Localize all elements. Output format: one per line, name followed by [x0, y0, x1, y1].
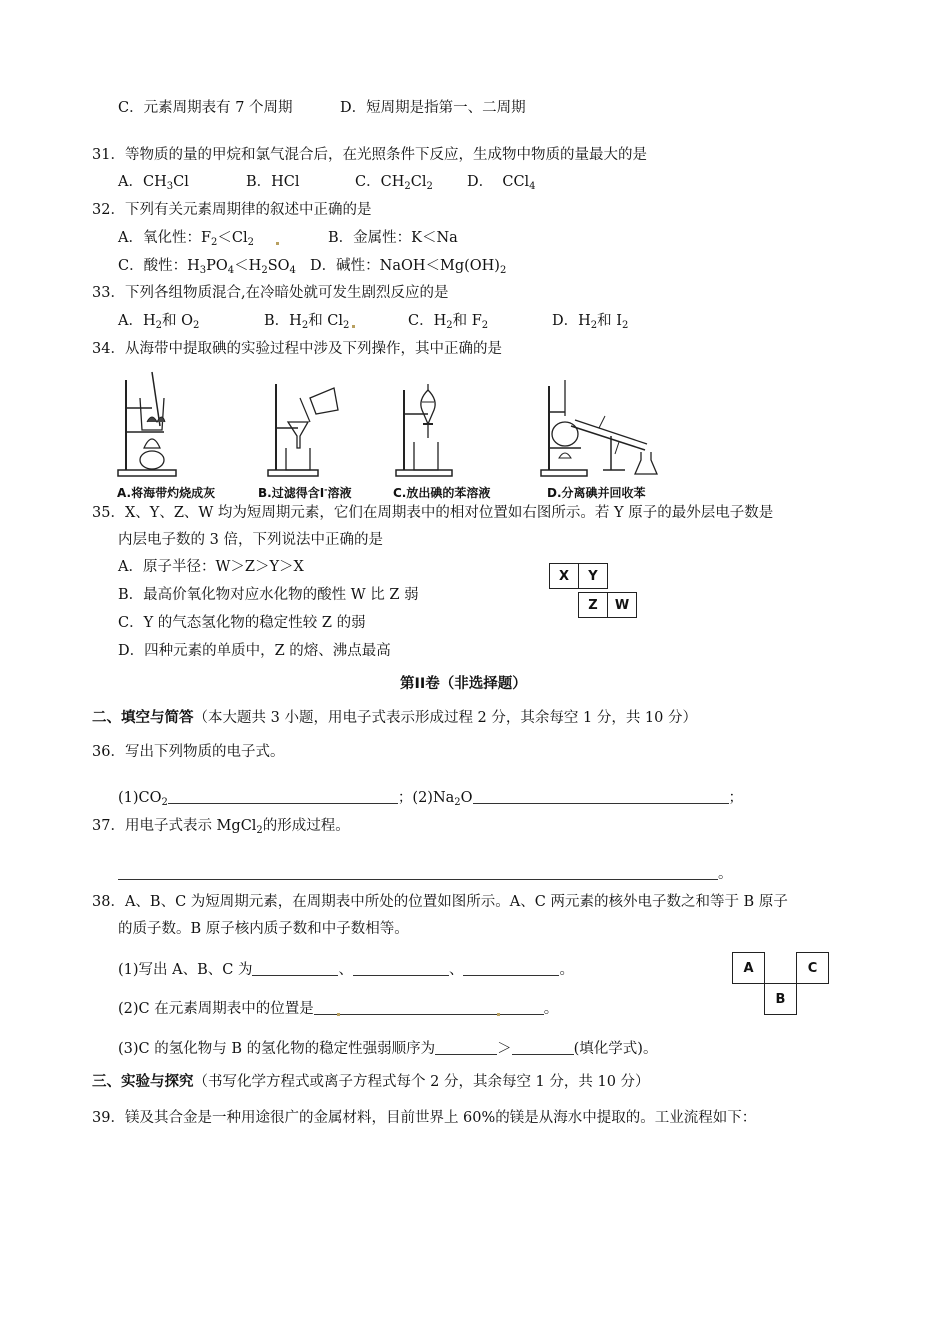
cell-x: X [549, 563, 579, 589]
apparatus-a-caption: A.将海带灼烧成灰 [117, 486, 216, 500]
stray-dot [337, 1013, 340, 1016]
cell-b: B [764, 983, 797, 1015]
cell-y: Y [578, 563, 608, 589]
q30-option-c: C．元素周期表有 7 个周期 [118, 100, 293, 116]
q32-option-c: C．酸性：$H_3PO_4<H_2SO_4$ [118, 258, 296, 276]
q38-blank-b[interactable] [353, 961, 449, 976]
stray-dot [352, 325, 355, 328]
q35-option-a: A．原子半径：W＞Z＞Y＞X [118, 559, 304, 575]
q35-option-d: D．四种元素的单质中，Z 的熔、沸点最高 [118, 643, 391, 659]
q38-blank-c[interactable] [463, 961, 559, 976]
q32-stem: 32．下列有关元素周期律的叙述中正确的是 [92, 202, 372, 218]
q36-stem: 36．写出下列物质的电子式。 [92, 744, 285, 760]
cell-z: Z [578, 592, 608, 618]
q31-option-b: B．HCl [246, 174, 300, 190]
cell-a: A [732, 952, 765, 984]
apparatus-c-diagram [392, 380, 462, 483]
apparatus-d-caption: D.分离碘并回收苯 [547, 486, 646, 500]
q38-stem-line1: 38．A、B、C 为短周期元素，在周期表中所处的位置如图所示。A、C 两元素的核外电子数之和等于 B 原子 [92, 894, 788, 910]
q35-option-c: C．Y 的气态氢化物的稳定性较 Z 的弱 [118, 615, 366, 631]
q36-parts: $(1)CO_2$ ；$(2)Na_2O$ ； [118, 790, 744, 808]
cell-c: C [796, 952, 829, 984]
q30-option-d: D．短周期是指第一、二周期 [340, 100, 526, 116]
q36-blank-1[interactable] [168, 789, 398, 804]
section3-label: 三、实验与探究 [92, 1074, 194, 1090]
q38-periodic-grid [732, 952, 828, 1016]
cell-w: W [607, 592, 637, 618]
stray-dot [497, 1013, 500, 1016]
q35-periodic-grid [549, 563, 639, 619]
q32-option-d: D．碱性：$NaOH<Mg(OH)_2$ [310, 258, 507, 276]
q32-option-a: A．氧化性：$F_2<Cl_2$ [118, 230, 255, 248]
q35-option-b: B．最高价氧化物对应水化物的酸性 W 比 Z 弱 [118, 587, 419, 603]
q32-option-b: B．金属性：K＜Na [328, 230, 458, 246]
q36-blank-2[interactable] [473, 789, 729, 804]
stray-dot [276, 242, 279, 245]
q31-option-d: D． CCl$_4$ [467, 174, 536, 192]
apparatus-a-diagram [112, 368, 182, 483]
section2-note: （本大题共 3 小题，用电子式表示形成过程 2 分，其余每空 1 分，共 10 分） [193, 710, 697, 726]
section2-label: 二、填空与简答 [92, 710, 194, 726]
apparatus-b-caption: B.过滤得含I-溶液 [258, 485, 352, 500]
q38-blank-position[interactable] [314, 1000, 544, 1015]
section2-heading [92, 708, 697, 728]
q35-stem-line2: 内层电子数的 3 倍，下列说法中正确的是 [118, 532, 383, 548]
q33-stem: 33．下列各组物质混合,在冷暗处就可发生剧烈反应的是 [92, 285, 449, 301]
apparatus-c-caption: C.放出碘的苯溶液 [393, 486, 491, 500]
section3-note: （书写化学方程式或离子方程式每个 2 分，其余每空 1 分，共 10 分） [193, 1074, 650, 1090]
q31-option-c: C．$CH_2Cl_2$ [355, 174, 433, 192]
apparatus-d-diagram [535, 376, 665, 483]
q38-stem-line2: 的质子数。B 原子核内质子数和中子数相等。 [118, 921, 409, 937]
q33-option-a: A．$H_2$和 $O_2$ [118, 313, 200, 331]
q37-blank[interactable] [118, 865, 718, 880]
apparatus-b-diagram [260, 378, 345, 483]
q39-stem: 39．镁及其合金是一种用途很广的金属材料，目前世界上 60%的镁是从海水中提取的。工业流程如下： [92, 1110, 757, 1126]
q34-stem: 34．从海带中提取碘的实验过程中涉及下列操作，其中正确的是 [92, 341, 502, 357]
q31-stem: 31．等物质的量的甲烷和氯气混合后，在光照条件下反应，生成物中物质的量最大的是 [92, 147, 647, 163]
q33-option-d: D．$H_2$和 $I_2$ [552, 313, 629, 331]
q38-blank-stronger[interactable] [435, 1040, 497, 1055]
section3-heading [92, 1072, 650, 1092]
q37-answer-line: 。 [118, 864, 733, 884]
q38-blank-weaker[interactable] [512, 1040, 574, 1055]
part2-title: 第II卷（非选择题） [400, 676, 527, 692]
q38-part2: (2)C 在元素周期表中的位置是 。 [118, 1001, 559, 1017]
q38-part1: (1)写出 A、B、C 为 、 、 。 [118, 962, 574, 978]
q33-option-c: C．$H_2$和 $F_2$ [408, 313, 489, 331]
q38-blank-a[interactable] [252, 961, 338, 976]
q31-option-a: A．$CH_3Cl$ [118, 174, 189, 192]
q38-part3: (3)C 的氢化物与 B 的氢化物的稳定性强弱顺序为 ＞ (填化学式)。 [118, 1041, 658, 1057]
q35-stem-line1: 35．X、Y、Z、W 均为短周期元素，它们在周期表中的相对位置如右图所示。若 Y 原子的最外层电子数是 [92, 505, 774, 521]
q37-stem: 37．用电子式表示 MgCl$_2$的形成过程。 [92, 818, 350, 836]
q33-option-b: B．$H_2$和 $Cl_2$ [264, 313, 350, 331]
